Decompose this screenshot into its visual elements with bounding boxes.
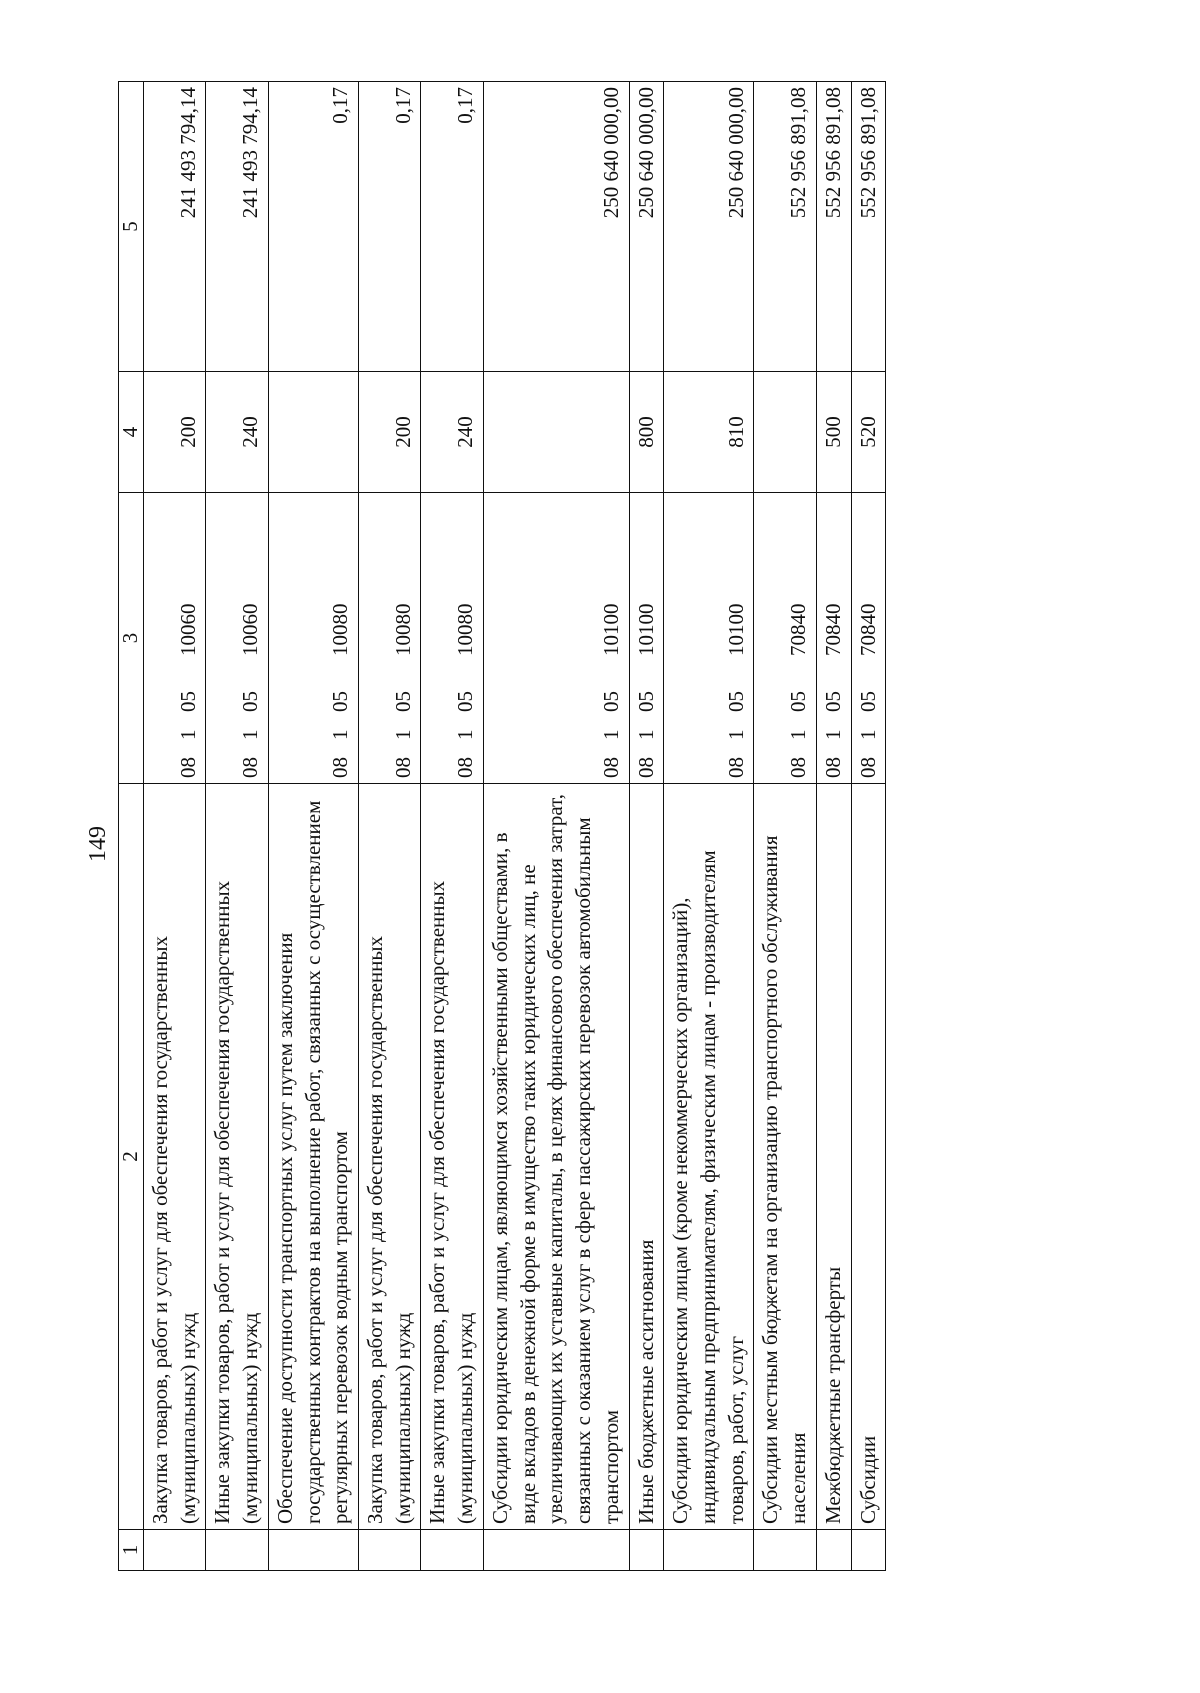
code-parts [390,498,418,778]
code-part-2: 1 [390,729,415,740]
code-part-4: 10060 [175,603,200,656]
row-type [483,372,629,493]
code-part-4: 10100 [598,603,623,656]
row-name: Иные закупки товаров, работ и услуг для обеспечения государственных (муниципальных) нужд [206,784,268,1530]
code-part-4: 70840 [786,603,811,656]
row-name: Иные бюджетные ассигнования [629,784,664,1530]
code-parts [452,498,480,778]
empty-cell [421,1530,483,1571]
row-amount: 552 956 891,08 [851,82,886,372]
row-type: 520 [851,372,886,493]
code-parts [175,498,203,778]
empty-cell [664,1530,754,1571]
row-name: Субсидии [851,784,886,1530]
table-row [483,82,629,1571]
code-part-2: 1 [820,729,845,740]
code-part-1: 08 [175,757,200,778]
column-number-3: 3 [119,493,144,784]
code-parts [633,498,661,778]
code-part-1: 08 [328,757,353,778]
code-part-3: 05 [453,691,478,712]
row-name: Межбюджетные трансферты [816,784,851,1530]
row-code [359,493,421,784]
code-part-2: 1 [598,729,623,740]
table-row [268,82,358,1571]
row-type [754,372,816,493]
code-part-3: 05 [723,691,748,712]
column-number-2: 2 [119,784,144,1530]
row-amount: 0,17 [359,82,421,372]
empty-cell [483,1530,629,1571]
code-parts [855,498,883,778]
code-part-1: 08 [390,757,415,778]
empty-cell [629,1530,664,1571]
row-type: 810 [664,372,754,493]
code-part-2: 1 [453,729,478,740]
row-amount: 241 493 794,14 [206,82,268,372]
code-part-2: 1 [723,729,748,740]
row-name: Закупка товаров, работ и услуг для обеспечения государственных (муниципальных) нужд [359,784,421,1530]
row-amount: 250 640 000,00 [664,82,754,372]
table-row [816,82,851,1571]
table-row [629,82,664,1571]
row-type [268,372,358,493]
row-amount: 0,17 [421,82,483,372]
row-type: 240 [421,372,483,493]
code-part-4: 10080 [390,603,415,656]
row-code [851,493,886,784]
row-name: Субсидии юридическим лицам, являющимся хозяйственными обществами, в виде вкладов в денежной форме в имущество таких юридических лиц, не увеличивающих их уставные капиталы, в целях финансового обеспечения затрат, связанных с оказанием услуг в сфере пассажирских перевозок автомобильным транспортом [483,784,629,1530]
table-row [664,82,754,1571]
code-part-3: 05 [855,691,880,712]
row-amount: 241 493 794,14 [144,82,206,372]
row-amount: 552 956 891,08 [816,82,851,372]
row-type: 500 [816,372,851,493]
code-part-1: 08 [723,757,748,778]
row-amount: 250 640 000,00 [629,82,664,372]
column-number-4: 4 [119,372,144,493]
table-row [206,82,268,1571]
row-name: Закупка товаров, работ и услуг для обеспечения государственных (муниципальных) нужд [144,784,206,1530]
code-part-3: 05 [390,691,415,712]
code-part-2: 1 [175,729,200,740]
code-part-1: 08 [453,757,478,778]
row-code [206,493,268,784]
code-parts [327,498,355,778]
code-part-1: 08 [820,757,845,778]
column-number-row [119,82,144,1571]
code-part-3: 05 [328,691,353,712]
empty-cell [754,1530,816,1571]
row-type: 800 [629,372,664,493]
table-row [144,82,206,1571]
row-type: 240 [206,372,268,493]
row-amount: 250 640 000,00 [483,82,629,372]
code-part-3: 05 [633,691,658,712]
code-part-1: 08 [238,757,263,778]
code-part-3: 05 [820,691,845,712]
code-part-3: 05 [238,691,263,712]
code-part-4: 10080 [328,603,353,656]
code-part-1: 08 [598,757,623,778]
row-name: Обеспечение доступности транспортных услуг путем заключения государственных контрактов на выполнение работ, связанных с осуществлением регулярных перевозок водным транспортом [268,784,358,1530]
row-code [629,493,664,784]
code-part-4: 70840 [820,603,845,656]
empty-cell [206,1530,268,1571]
table-row [851,82,886,1571]
row-code [144,493,206,784]
code-parts [237,498,265,778]
row-code [483,493,629,784]
code-parts [598,498,626,778]
budget-table [118,81,886,1571]
budget-table-body [119,82,886,1571]
row-code [664,493,754,784]
code-part-3: 05 [786,691,811,712]
code-part-4: 10080 [453,603,478,656]
row-code [754,493,816,784]
row-name: Иные закупки товаров, работ и услуг для обеспечения государственных (муниципальных) нужд [421,784,483,1530]
row-type: 200 [359,372,421,493]
column-number-5: 5 [119,82,144,372]
code-part-1: 08 [633,757,658,778]
code-parts [820,498,848,778]
empty-cell [144,1530,206,1571]
code-part-2: 1 [786,729,811,740]
empty-cell [851,1530,886,1571]
empty-cell [268,1530,358,1571]
code-parts [785,498,813,778]
row-name: Субсидии юридическим лицам (кроме некоммерческих организаций), индивидуальным предпринимателям, физическим лицам - производителям товаров, работ, услуг [664,784,754,1530]
row-code [816,493,851,784]
code-part-4: 10100 [633,603,658,656]
code-part-2: 1 [238,729,263,740]
row-code [268,493,358,784]
empty-cell [816,1530,851,1571]
code-part-3: 05 [175,691,200,712]
code-part-2: 1 [855,729,880,740]
code-part-2: 1 [328,729,353,740]
code-part-3: 05 [598,691,623,712]
code-part-4: 10100 [723,603,748,656]
row-name: Субсидии местным бюджетам на организацию транспортного обслуживания населения [754,784,816,1530]
code-parts [723,498,751,778]
table-row [421,82,483,1571]
table-row [359,82,421,1571]
row-type: 200 [144,372,206,493]
code-part-2: 1 [633,729,658,740]
code-part-1: 08 [855,757,880,778]
code-part-1: 08 [786,757,811,778]
page-number: 149 [85,826,111,862]
empty-cell [359,1530,421,1571]
table-row [754,82,816,1571]
row-amount: 552 956 891,08 [754,82,816,372]
row-code [421,493,483,784]
column-number-1: 1 [119,1530,144,1571]
row-amount: 0,17 [268,82,358,372]
code-part-4: 10060 [238,603,263,656]
code-part-4: 70840 [855,603,880,656]
